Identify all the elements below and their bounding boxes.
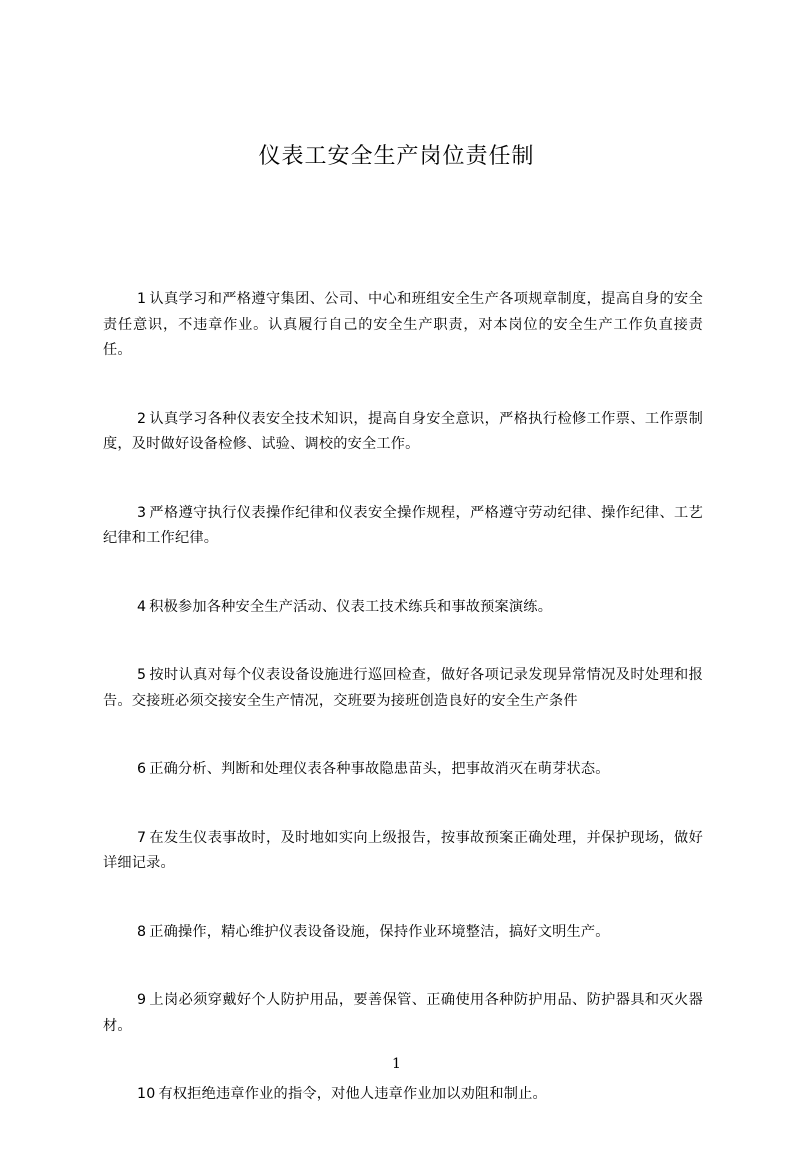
document-body xyxy=(103,287,703,1151)
paragraph-number: 4 xyxy=(137,598,147,615)
paragraph-text: 正确操作，精心维护仪表设备设施，保持作业环境整洁，搞好文明生产。 xyxy=(149,923,610,940)
paragraph-7 xyxy=(103,826,703,877)
paragraph-number: 5 xyxy=(137,667,147,683)
paragraph-8 xyxy=(103,920,703,946)
paragraph-number: 8 xyxy=(137,923,147,940)
paragraph-text: 认真学习和严格遵守集团、公司、中心和班组安全生产各项规章制度，提高自身的安全责任意识，不违章作业。认真履行自己的安全生产职责，对本岗位的安全生产工作负直接责任。 xyxy=(103,291,703,358)
paragraph-text: 按时认真对每个仪表设备设施进行巡回检查，做好各项记录发现异常情况及时处理和报告。交接班必须交接安全生产情况，交班要为接班创造良好的安全生产条件 xyxy=(103,667,703,709)
paragraph-number: 2 xyxy=(137,410,147,427)
paragraph-3 xyxy=(103,501,703,552)
paragraph-9 xyxy=(103,988,703,1039)
paragraph-10 xyxy=(103,1082,703,1108)
paragraph-text: 积极参加各种安全生产活动、仪表工技术练兵和事故预案演练。 xyxy=(149,598,553,615)
paragraph-number: 1 xyxy=(137,291,147,307)
paragraph-4 xyxy=(103,595,703,621)
paragraph-text: 上岗必须穿戴好个人防护用品，要善保管、正确使用各种防护用品、防护器具和灭火器材。 xyxy=(103,992,703,1034)
paragraph-2 xyxy=(103,407,703,458)
page-number: 1 xyxy=(392,1056,401,1072)
paragraph-text: 正确分析、判断和处理仪表各种事故隐患苗头，把事故消灭在萌芽状态。 xyxy=(149,761,610,777)
paragraph-5 xyxy=(103,663,703,714)
paragraph-number: 6 xyxy=(137,761,147,777)
paragraph-6 xyxy=(103,757,703,783)
paragraph-text: 在发生仪表事故时，及时地如实向上级报告，按事故预案正确处理，并保护现场，做好详细记录。 xyxy=(103,829,703,871)
paragraph-number: 7 xyxy=(137,829,147,846)
paragraph-number: 9 xyxy=(137,992,147,1008)
paragraph-number: 3 xyxy=(137,504,147,521)
document-title: 仪表工安全生产岗位责任制 xyxy=(258,144,535,169)
paragraph-1 xyxy=(103,287,703,364)
paragraph-text: 认真学习各种仪表安全技术知识，提高自身安全意识，严格执行检修工作票、工作票制度，及时做好设备检修、试验、调校的安全工作。 xyxy=(103,410,703,452)
paragraph-number: 10 xyxy=(137,1086,156,1102)
paragraph-text: 有权拒绝违章作业的指令，对他人违章作业加以劝阻和制止。 xyxy=(158,1086,547,1102)
paragraph-text: 严格遵守执行仪表操作纪律和仪表安全操作规程，严格遵守劳动纪律、操作纪律、工艺纪律和工作纪律。 xyxy=(103,504,703,546)
